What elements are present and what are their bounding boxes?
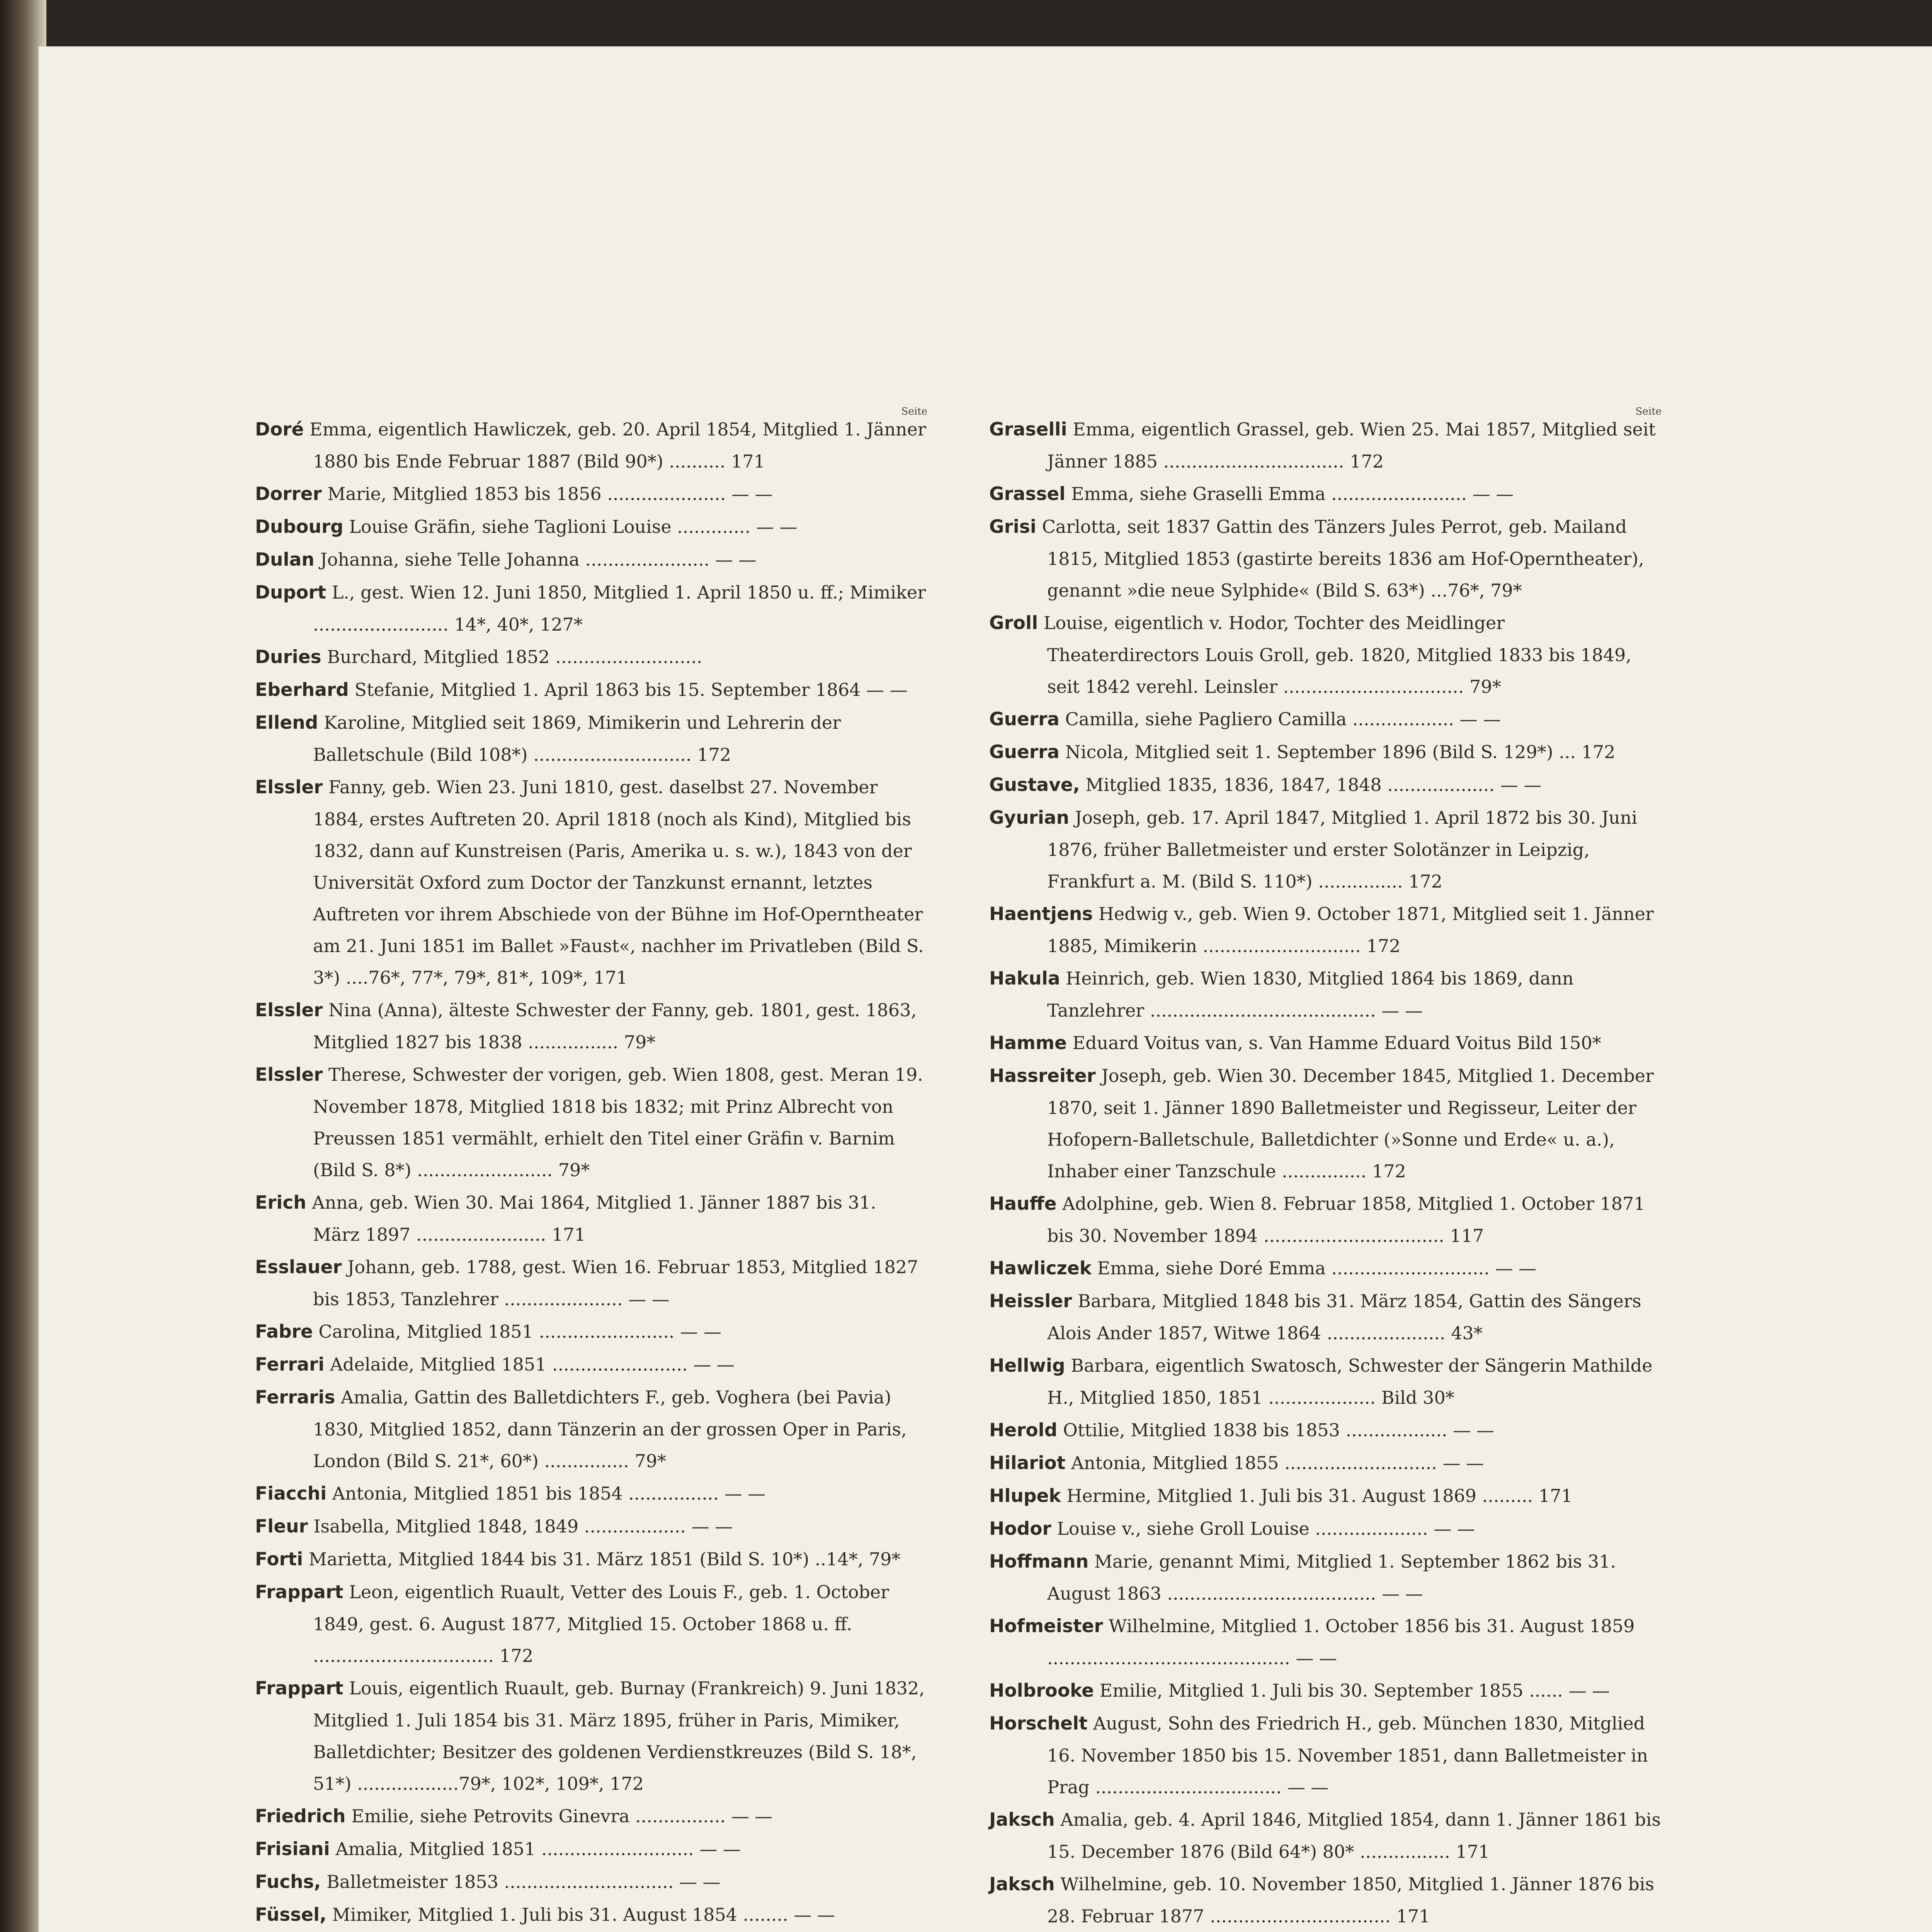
entry-name: Eberhard: [255, 679, 349, 701]
index-entry: [255, 511, 927, 543]
entry-text: Adolphine, geb. Wien 8. Februar 1858, Mitglied 1. October 1871 bis 30. November 1894 ................................ 117: [1047, 1193, 1645, 1246]
entry-name: Ferraris: [255, 1387, 335, 1408]
entry-text: Barbara, Mitglied 1848 bis 31. März 1854, Gattin des Sängers Alois Ander 1857, Witwe 1864 ..................... 43*: [1047, 1291, 1641, 1344]
entry-text: Adelaide, Mitglied 1851 ........................ — —: [330, 1354, 735, 1375]
entry-text: Amalia, Gattin des Balletdichters F., geb. Voghera (bei Pavia) 1830, Mitglied 1852, dann Tänzerin an der grossen Oper in Paris, London (Bild S. 21*, 60*) ............... 79*: [313, 1387, 907, 1471]
index-entry: [255, 1800, 927, 1832]
index-entry: [255, 1478, 927, 1510]
index-entry: [989, 1447, 1662, 1479]
entry-name: Forti: [255, 1549, 303, 1570]
entry-name: Graselli: [989, 419, 1067, 440]
entry-name: Guerra: [989, 709, 1060, 730]
index-entry: [255, 478, 927, 510]
left-entry-list: [255, 413, 927, 1932]
index-entry: [989, 1868, 1662, 1932]
index-entry: [989, 802, 1662, 897]
entry-text: Nina (Anna), älteste Schwester der Fanny, geb. 1801, gest. 1863, Mitglied 1827 bis 1838 ................ 79*: [313, 1000, 917, 1053]
entry-name: Frisiani: [255, 1838, 330, 1860]
index-entry: [989, 703, 1662, 735]
index-entry: [255, 1251, 927, 1315]
entry-text: Louise Gräfin, siehe Taglioni Louise ............. — —: [349, 516, 798, 537]
entry-name: Erich: [255, 1192, 306, 1213]
entry-text: Hermine, Mitglied 1. Juli bis 31. August 1869 ......... 171: [1066, 1485, 1573, 1506]
entry-text: Johann, geb. 1788, gest. Wien 16. Februar 1853, Mitglied 1827 bis 1853, Tanzlehrer ..................... — —: [313, 1257, 918, 1310]
entry-text: Louise v., siehe Groll Louise .................... — —: [1057, 1518, 1475, 1539]
index-entry: [255, 413, 927, 477]
entry-name: Heissler: [989, 1291, 1072, 1312]
entry-text: Amalia, geb. 4. April 1846, Mitglied 1854, dann 1. Jänner 1861 bis 15. December 1876 (Bild 64*) 80* ................ 171: [1047, 1809, 1661, 1862]
entry-name: Gustave,: [989, 774, 1080, 796]
entry-text: Emilie, Mitglied 1. Juli bis 30. September 1855 ...... — —: [1099, 1680, 1610, 1701]
index-entry: [989, 1513, 1662, 1545]
entry-name: Fuchs,: [255, 1871, 321, 1893]
index-entry: [989, 1414, 1662, 1446]
entry-text: Heinrich, geb. Wien 1830, Mitglied 1864 bis 1869, dann Tanzlehrer ........................................ — —: [1047, 968, 1574, 1021]
entry-name: Hamme: [989, 1032, 1067, 1054]
index-entry: [255, 771, 927, 993]
entry-text: Nicola, Mitglied seit 1. September 1896 (Bild S. 129*) ... 172: [1065, 742, 1616, 762]
entry-text: Marie, genannt Mimi, Mitglied 1. September 1862 bis 31. August 1863 ..................................... — —: [1047, 1551, 1616, 1604]
entry-text: Wilhelmine, geb. 10. November 1850, Mitglied 1. Jänner 1876 bis 28. Februar 1877 ................................ 171: [1047, 1874, 1655, 1927]
index-entry: [255, 577, 927, 640]
index-entry: [255, 1059, 927, 1186]
entry-name: Dulan: [255, 549, 315, 570]
index-entry: [989, 1610, 1662, 1674]
index-entry: [255, 1543, 927, 1575]
index-entry: [989, 1804, 1662, 1867]
entry-text: Carlotta, seit 1837 Gattin des Tänzers Jules Perrot, geb. Mailand 1815, Mitglied 1853 (gastirte bereits 1836 am Hof-Operntheater), genannt »die neue Sylphide« (Bild S. 63*) ...76*, 79*: [1042, 516, 1644, 601]
index-entry: [989, 898, 1662, 962]
index-entry: [255, 1672, 927, 1799]
index-entry: [255, 1187, 927, 1250]
entry-text: Emilie, siehe Petrovits Ginevra ................ — —: [351, 1806, 773, 1827]
entry-text: Karoline, Mitglied seit 1869, Mimikerin und Lehrerin der Balletschule (Bild 108*) ............................ 172: [313, 712, 841, 765]
entry-name: Dorrer: [255, 483, 322, 505]
entry-name: Esslauer: [255, 1257, 342, 1278]
index-entry: [989, 1480, 1662, 1512]
index-entry: [989, 963, 1662, 1026]
entry-name: Füssel,: [255, 1904, 327, 1925]
entry-text: Wilhelmine, Mitglied 1. October 1856 bis 31. August 1859 ........................................... — —: [1047, 1616, 1635, 1668]
left-column: [255, 406, 927, 1932]
entry-name: Hlupek: [989, 1485, 1061, 1507]
entry-name: Haentjens: [989, 903, 1093, 925]
index-entry: [255, 707, 927, 770]
entry-text: Marie, Mitglied 1853 bis 1856 ..................... — —: [327, 483, 773, 504]
entry-name: Elssler: [255, 777, 323, 798]
entry-text: Mitglied 1835, 1836, 1847, 1848 ................... — —: [1085, 774, 1542, 795]
index-entry: [255, 641, 927, 673]
index-entry: [255, 994, 927, 1058]
entry-text: Anna, geb. Wien 30. Mai 1864, Mitglied 1. Jänner 1887 bis 31. März 1897 ....................... 171: [312, 1192, 876, 1245]
entry-text: Barbara, eigentlich Swatosch, Schwester der Sängerin Mathilde H., Mitglied 1850, 1851 ................... Bild 30*: [1047, 1355, 1653, 1408]
entry-name: Grisi: [989, 516, 1036, 537]
right-entry-list: [989, 413, 1662, 1932]
index-entry: [989, 1350, 1662, 1413]
index-entry: [989, 1252, 1662, 1284]
entry-name: Jaksch: [989, 1874, 1055, 1895]
entry-name: Hawliczek: [989, 1258, 1092, 1279]
entry-text: Burchard, Mitglied 1852 ..........................: [327, 646, 702, 667]
entry-text: Carolina, Mitglied 1851 ........................ — —: [318, 1321, 721, 1342]
entry-name: Dubourg: [255, 516, 344, 537]
index-entry: [989, 607, 1662, 702]
entry-text: Louis, eigentlich Ruault, geb. Burnay (Frankreich) 9. Juni 1832, Mitglied 1. Juli 1854 bis 31. März 1895, früher in Paris, Mimiker, Balletdichter; Besitzer des goldenen Verdienstkreuzes (Bild S. 18*, 51*) ..................79*, 102*, 109*, 172: [313, 1678, 925, 1794]
entry-text: Louise, eigentlich v. Hodor, Tochter des Meidlinger Theaterdirectors Louis Groll, geb. 1820, Mitglied 1833 bis 1849, seit 1842 verehl. Leinsler ................................ 79*: [1043, 612, 1631, 697]
index-entry: [989, 1675, 1662, 1707]
entry-name: Gyurian: [989, 807, 1070, 828]
entry-text: Emma, siehe Doré Emma ............................ — —: [1097, 1258, 1537, 1279]
entry-text: Hedwig v., geb. Wien 9. October 1871, Mitglied seit 1. Jänner 1885, Mimikerin ............................ 172: [1047, 903, 1654, 956]
seite-label-right: Seite: [1635, 406, 1662, 417]
entry-name: Holbrooke: [989, 1680, 1094, 1701]
entry-name: Hilariot: [989, 1452, 1066, 1474]
entry-name: Friedrich: [255, 1806, 346, 1827]
index-entry: [255, 1510, 927, 1543]
entry-name: Hassreiter: [989, 1065, 1096, 1087]
entry-text: Emma, eigentlich Grassel, geb. Wien 25. Mai 1857, Mitglied seit Jänner 1885 ................................ 172: [1047, 419, 1656, 472]
entry-text: Mimiker, Mitglied 1. Juli bis 31. August 1854 ........ — —: [332, 1904, 835, 1925]
index-entry: [989, 736, 1662, 768]
index-entry: [989, 1708, 1662, 1803]
entry-name: Frappart: [255, 1678, 344, 1699]
index-entry: [255, 1316, 927, 1348]
right-column: [989, 406, 1662, 1932]
entry-text: Marietta, Mitglied 1844 bis 31. März 1851 (Bild S. 10*) ..14*, 79*: [308, 1549, 901, 1570]
entry-text: Antonia, Mitglied 1851 bis 1854 ................ — —: [332, 1483, 766, 1504]
index-entry: [255, 544, 927, 576]
entry-text: Isabella, Mitglied 1848, 1849 .................. — —: [313, 1516, 733, 1537]
index-entry: [989, 1060, 1662, 1187]
entry-name: Elssler: [255, 1064, 323, 1085]
entry-name: Herold: [989, 1420, 1058, 1441]
entry-name: Ferrari: [255, 1354, 325, 1375]
index-entry: [989, 769, 1662, 801]
entry-name: Ellend: [255, 712, 318, 733]
entry-name: Jaksch: [989, 1809, 1055, 1830]
entry-name: Duries: [255, 646, 321, 668]
entry-name: Groll: [989, 612, 1038, 634]
index-entry: [989, 1188, 1662, 1252]
index-entry: [255, 1899, 927, 1931]
entry-name: Hellwig: [989, 1355, 1065, 1376]
entry-name: Fabre: [255, 1321, 313, 1342]
entry-text: Leon, eigentlich Ruault, Vetter des Louis F., geb. 1. October 1849, gest. 6. August 1877, Mitglied 15. October 1868 u. ff. ................................ 172: [313, 1582, 889, 1666]
entry-text: L., gest. Wien 12. Juni 1850, Mitglied 1. April 1850 u. ff.; Mimiker ........................ 14*, 40*, 127*: [313, 582, 926, 635]
entry-text: Ottilie, Mitglied 1838 bis 1853 .................. — —: [1063, 1420, 1495, 1440]
index-entry: [989, 1027, 1662, 1059]
entry-name: Fleur: [255, 1516, 308, 1537]
entry-name: Hofmeister: [989, 1616, 1103, 1637]
entry-name: Hodor: [989, 1518, 1051, 1539]
entry-text: Amalia, Mitglied 1851 ........................... — —: [335, 1838, 741, 1859]
entry-text: Fanny, geb. Wien 23. Juni 1810, gest. daselbst 27. November 1884, erstes Auftreten 20. April 1818 (noch als Kind), Mitglied bis 1832, dann auf Kunstreisen (Paris, Amerika u. s. w.), 1843 von der Universität Oxford zum Doctor der Tanzkunst ernannt, letztes Auftreten vor ihrem Abschiede von der Bühne im Hof-Operntheater am 21. Juni 1851 im Ballet »Faust«, nachher im Privatleben (Bild S. 3*) ....76*, 77*, 79*, 81*, 109*, 171: [313, 777, 924, 988]
entry-text: August, Sohn des Friedrich H., geb. München 1830, Mitglied 16. November 1850 bis 15. November 1851, dann Balletmeister in Prag ................................. — —: [1047, 1713, 1648, 1798]
index-entry: [989, 413, 1662, 477]
entry-name: Grassel: [989, 483, 1066, 505]
index-entry: [989, 1285, 1662, 1349]
entry-text: Joseph, geb. 17. April 1847, Mitglied 1. April 1872 bis 30. Juni 1876, früher Balletmeister und erster Solotänzer in Leipzig, Frankfurt a. M. (Bild S. 110*) ............... 172: [1047, 807, 1638, 892]
entry-text: Camilla, siehe Pagliero Camilla .................. — —: [1065, 709, 1501, 730]
entry-name: Fiacchi: [255, 1483, 327, 1504]
index-entry: [255, 1349, 927, 1381]
entry-text: Stefanie, Mitglied 1. April 1863 bis 15. September 1864 — —: [354, 679, 908, 700]
entry-name: Elssler: [255, 1000, 323, 1021]
entry-text: Joseph, geb. Wien 30. December 1845, Mitglied 1. December 1870, seit 1. Jänner 1890 Balletmeister und Regisseur, Leiter der Hofopern-Balletschule, Balletdichter (»Sonne und Erde« u. a.), Inhaber einer Tanzschule ............... 172: [1047, 1065, 1654, 1182]
entry-name: Frappart: [255, 1582, 344, 1603]
entry-name: Hakula: [989, 968, 1060, 989]
index-entry: [989, 511, 1662, 606]
index-entry: [989, 1546, 1662, 1609]
entry-name: Horschelt: [989, 1713, 1088, 1734]
entry-text: Therese, Schwester der vorigen, geb. Wien 1808, gest. Meran 19. November 1878, Mitglied 1818 bis 1832; mit Prinz Albrecht von Preussen 1851 vermählt, erhielt den Titel einer Gräfin v. Barnim (Bild S. 8*) ........................ 79*: [313, 1064, 923, 1180]
entry-text: Balletmeister 1853 .............................. — —: [327, 1871, 721, 1892]
entry-text: Emma, siehe Graselli Emma ........................ — —: [1071, 483, 1514, 504]
index-entry: [255, 1833, 927, 1865]
index-entry: [255, 674, 927, 706]
entry-name: Doré: [255, 419, 304, 440]
index-entry: [255, 1866, 927, 1898]
entry-text: Eduard Voitus van, s. Van Hamme Eduard Voitus Bild 150*: [1072, 1032, 1601, 1053]
entry-text: Emma, eigentlich Hawliczek, geb. 20. April 1854, Mitglied 1. Jänner 1880 bis Ende Februar 1887 (Bild 90*) .......... 171: [309, 419, 926, 472]
index-entry: [255, 1576, 927, 1672]
entry-text: Johanna, siehe Telle Johanna ...................... — —: [320, 549, 757, 570]
entry-name: Hoffmann: [989, 1551, 1089, 1572]
entry-name: Duport: [255, 582, 327, 603]
entry-name: Hauffe: [989, 1193, 1057, 1214]
seite-label-left: Seite: [901, 406, 927, 417]
entry-text: Antonia, Mitglied 1855 ........................... — —: [1071, 1452, 1484, 1473]
index-entry: [989, 478, 1662, 510]
index-entry: [255, 1381, 927, 1477]
entry-name: Guerra: [989, 742, 1060, 763]
